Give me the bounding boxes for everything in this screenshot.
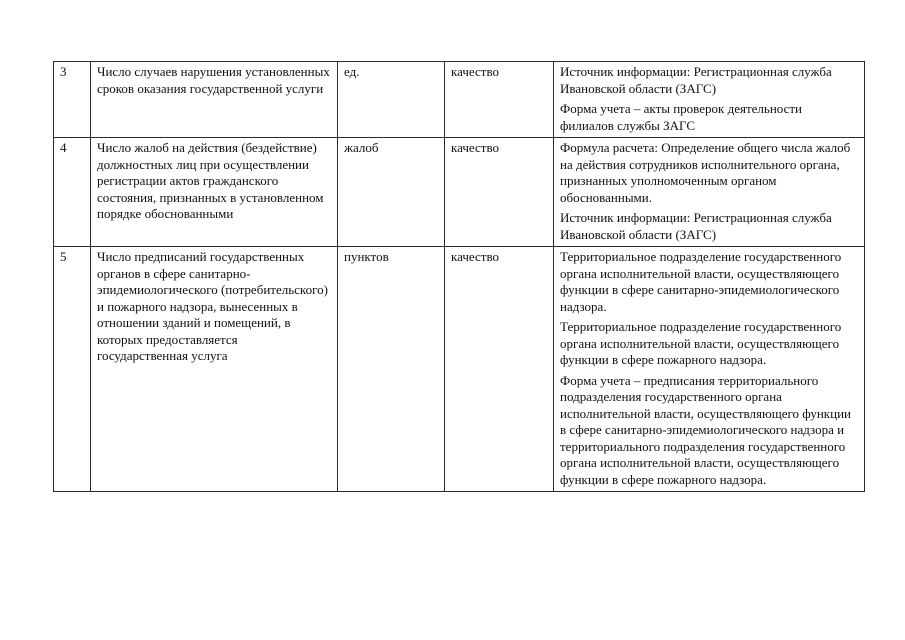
type-cell: качество bbox=[445, 247, 554, 492]
type-cell: качество bbox=[445, 62, 554, 138]
indicators-table bbox=[53, 61, 865, 492]
row-number: 3 bbox=[54, 62, 91, 138]
indicator-name: Число жалоб на действия (бездействие) должностных лиц при осуществлении регистрации актов гражданского состояния, признанных в установленном порядке обоснованными bbox=[91, 138, 338, 247]
unit-cell: пунктов bbox=[338, 247, 445, 492]
unit-cell: ед. bbox=[338, 62, 445, 138]
notes-cell bbox=[554, 138, 865, 247]
indicator-name: Число случаев нарушения установленных сроков оказания государственной услуги bbox=[91, 62, 338, 138]
note-paragraph: Источник информации: Регистрационная служба Ивановской области (ЗАГС) bbox=[560, 210, 832, 242]
row-number: 5 bbox=[54, 247, 91, 492]
row-number: 4 bbox=[54, 138, 91, 247]
note-paragraph: Форма учета – предписания территориального подразделения государственного органа исполнительной власти, осуществляющего функции в сфере санитарно-эпидемиологического надзора и территориального подразделения государственного органа исполнительной власти, осуществляющего функции в сфере пожарного надзора. bbox=[560, 372, 851, 487]
notes-cell bbox=[554, 247, 865, 492]
table-row bbox=[54, 247, 865, 492]
type-cell: качество bbox=[445, 138, 554, 247]
note-paragraph: Формула расчета: Определение общего числа жалоб на действия сотрудников исполнительного органа, признанных уполномоченным органом обоснованными. bbox=[560, 140, 851, 205]
unit-cell: жалоб bbox=[338, 138, 445, 247]
notes-cell bbox=[554, 62, 865, 138]
note-paragraph: Территориальное подразделение государственного органа исполнительной власти, осуществляющего функции в сфере санитарно-эпидемиологического надзора. bbox=[560, 249, 842, 314]
indicator-name: Число предписаний государственных органов в сфере санитарно-эпидемиологического (потребительского) и пожарного надзора, вынесенных в отношении зданий и помещений, в которых предоставляется государственная услуга bbox=[91, 247, 338, 492]
note-paragraph: Источник информации: Регистрационная служба Ивановской области (ЗАГС) bbox=[560, 64, 832, 96]
table-row bbox=[54, 138, 865, 247]
note-paragraph: Форма учета – акты проверок деятельности филиалов службы ЗАГС bbox=[560, 101, 803, 133]
note-paragraph: Территориальное подразделение государственного органа исполнительной власти, осуществляющего функции в сфере пожарного надзора. bbox=[560, 319, 842, 367]
table-row bbox=[54, 62, 865, 138]
